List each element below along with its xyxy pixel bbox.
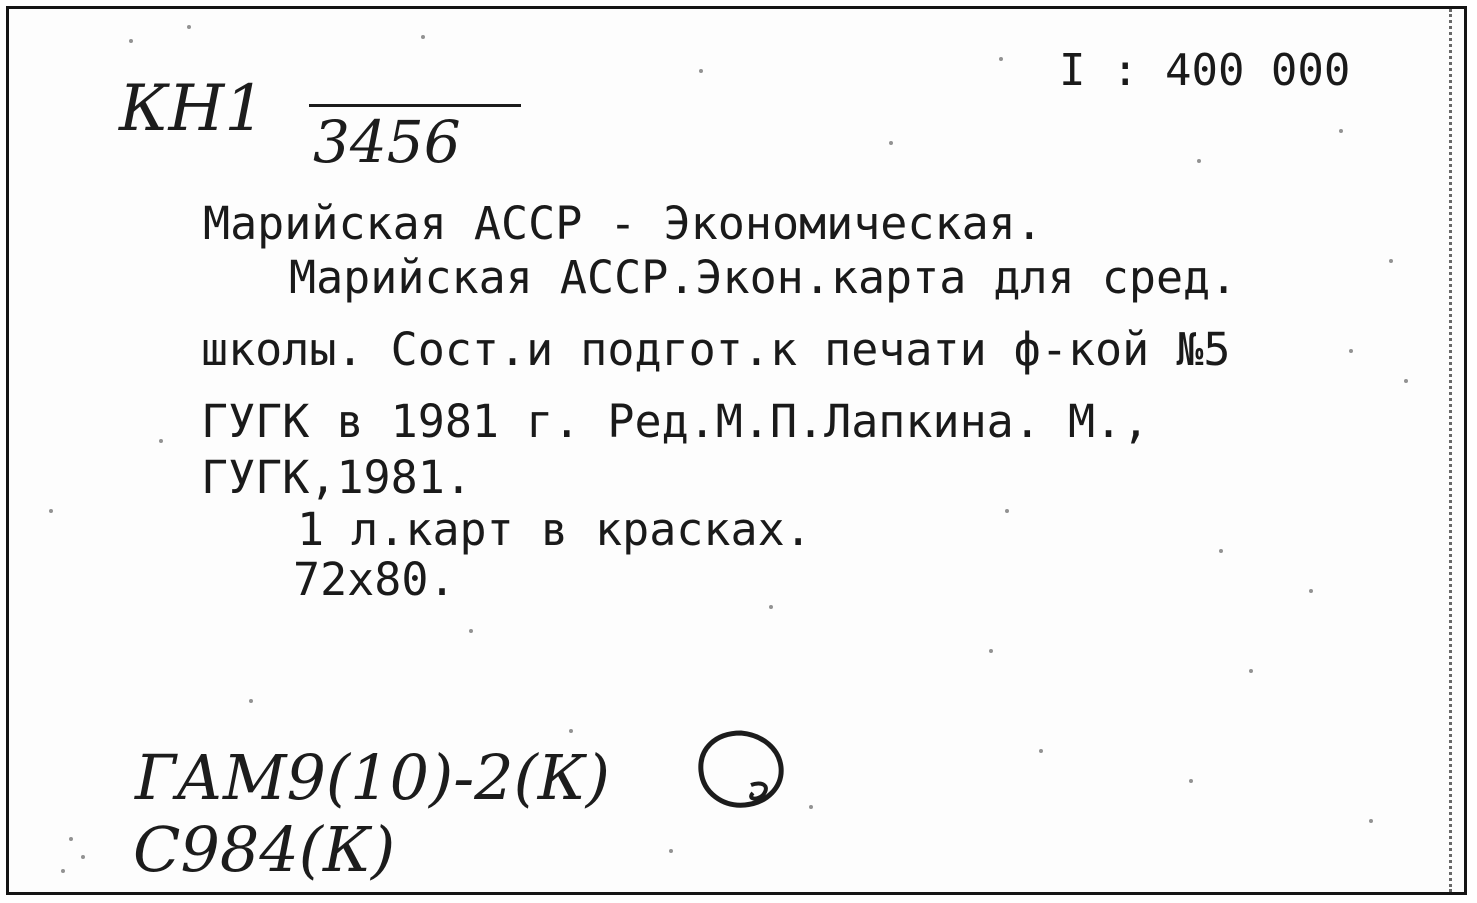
catalog-card: [6, 6, 1467, 895]
scan-speck: [669, 849, 673, 853]
handwritten-location-code: С984(К): [133, 813, 396, 886]
scan-speck: [569, 729, 573, 733]
scan-speck: [999, 57, 1003, 61]
scan-speck: [49, 509, 53, 513]
handwritten-inventory-number: 3456: [313, 108, 461, 176]
circle-stamp-icon: [693, 727, 789, 811]
scan-speck: [699, 69, 703, 73]
scan-speck: [69, 837, 73, 841]
scan-speck: [469, 629, 473, 633]
scan-speck: [769, 605, 773, 609]
scan-speck: [1309, 589, 1313, 593]
entry-publisher-line: ГУГК,1981.: [201, 451, 472, 504]
scan-speck: [249, 699, 253, 703]
scan-speck: [421, 35, 425, 39]
entry-size-line: 72х80.: [293, 553, 456, 606]
map-scale: I : 400 000: [1059, 45, 1351, 96]
scan-speck: [809, 805, 813, 809]
entry-description-line-3: ГУГК в 1981 г. Ред.М.П.Лапкина. М.,: [201, 395, 1150, 448]
entry-extent-line: 1 л.карт в красках.: [297, 503, 812, 556]
fraction-line: [309, 104, 521, 107]
scan-speck: [1369, 819, 1373, 823]
scan-speck: [1389, 259, 1393, 263]
scan-speck: [61, 869, 65, 873]
card-right-edge: [1449, 9, 1452, 892]
scan-speck: [1249, 669, 1253, 673]
scan-speck: [81, 855, 85, 859]
entry-description-line-2: школы. Сост.и подгот.к печати ф-кой №5: [201, 323, 1231, 376]
scan-speck: [187, 25, 191, 29]
handwritten-shelf-code: ГАМ9(10)-2(К): [135, 741, 610, 814]
scan-speck: [1189, 779, 1193, 783]
scan-speck: [1005, 509, 1009, 513]
scan-speck: [159, 439, 163, 443]
scan-speck: [989, 649, 993, 653]
handwritten-call-code: КН1: [119, 72, 266, 146]
scan-speck: [1404, 379, 1408, 383]
entry-title-line: Марийская АССР.Экон.карта для сред.: [289, 251, 1238, 304]
scan-speck: [1197, 159, 1201, 163]
scan-speck: [1219, 549, 1223, 553]
scan-speck: [129, 39, 133, 43]
scan-speck: [1039, 749, 1043, 753]
scan-speck: [1349, 349, 1353, 353]
scan-speck: [1339, 129, 1343, 133]
entry-heading: Марийская АССР - Экономическая.: [203, 197, 1043, 250]
scan-speck: [889, 141, 893, 145]
